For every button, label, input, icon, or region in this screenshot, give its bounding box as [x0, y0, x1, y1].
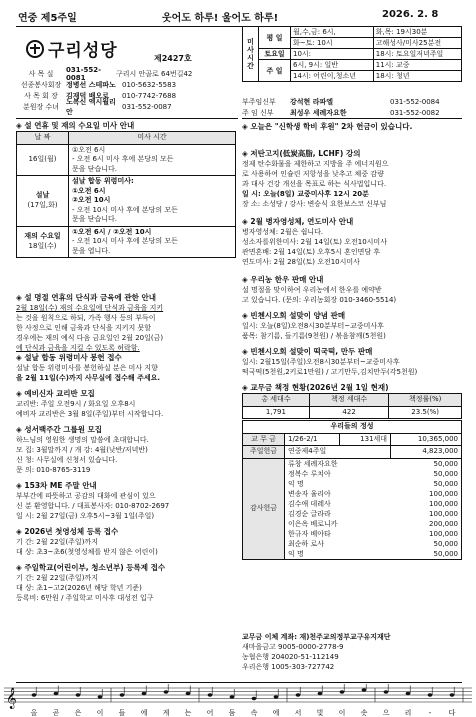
- sunday-school-notice: ◈ 주일학교(어린이부, 청소년부) 등록제 접수 기 간: 2월 22일(주일)까지 대 상: 초1~고2(2026년 해당 학년 기준) 등록비: 6만원 / 주일학교 미사후 대성전 입구: [16, 563, 166, 602]
- dues-status-table: 총 세대수 책정 세대수 책정률(%) 1,791 422 23.5(%): [242, 393, 462, 419]
- list-item: [285, 519, 461, 529]
- lchf-lecture-notice: ◈ 저탄고지(低炭高脂, LCHF) 강의 정제 탄수화물을 제한하고 지방을 주 에너지원으 로 사용하여 인슐린 저항성을 낮추고 체중 감량 과 대사 건강 개선을 목표로 하는 식사법입니다. 일 시: 오늘(8일) 교중미사후 12시 20분 장 소: 소성당 / 강사: 변승식 요한보스코 신부님: [242, 149, 389, 208]
- table-row: 화~토: 10시 고해성사/미사25분전: [243, 38, 462, 49]
- offerings-section: [242, 420, 462, 560]
- list-item: [285, 499, 461, 509]
- holiday-mass-section: [16, 120, 238, 258]
- donation-amount: 50,000: [433, 469, 458, 478]
- note-head: [406, 692, 411, 695]
- table-row: 재의 수요일 18일(수) ①오전 6시 / ②오전 10시 - 오전 10시 미사 후에 본당의 모든 문을 엽니다.: [17, 226, 236, 258]
- table-row: 14시: 어린이,청소년 18시: 청년: [243, 71, 462, 82]
- note-head: [230, 695, 235, 698]
- lyric-syllable: 는: [184, 709, 192, 717]
- donor-name: 최순하 로사: [288, 539, 325, 548]
- donation-amount: 100,000: [429, 529, 458, 538]
- note-head: [98, 695, 103, 698]
- staff-row: 선종봉사회장 정병선 스테파노 010-5632-5583: [20, 80, 177, 89]
- issue-number: 제2427호: [154, 54, 192, 63]
- table-row: 토요일 10시: 18시: 토요일저녁주일: [243, 49, 462, 60]
- donor-name: 한규자 베아타: [288, 529, 331, 538]
- table-row: 주일헌금 연중제4주일 4,823,000: [243, 446, 462, 459]
- note-head: [384, 690, 389, 693]
- donor-name: 정복수 루치아: [288, 469, 331, 478]
- list-item: [285, 509, 461, 519]
- lyric-syllable: 솟: [360, 709, 368, 717]
- priest-directory: 부주임신부 강석현 라파엘 031-552-0084 주 임 신부 최성우 세례자요한 031-552-0082: [242, 97, 440, 117]
- note-head: [450, 693, 455, 696]
- donation-amount: 100,000: [429, 499, 458, 508]
- catechumen-notice: ◈ 예비신자 교리반 모집 교리반: 주일 오전9시 / 화요일 오후8시 예비자 교리반은 3월 8일(주일)부터 시작합니다.: [16, 389, 164, 418]
- cross-emblem-icon: [26, 40, 44, 58]
- thanks-offering-list: [285, 459, 461, 559]
- note-head: [296, 693, 301, 696]
- donation-amount: 50,000: [433, 549, 458, 558]
- list-item: [285, 549, 461, 559]
- beef-sale-notice: ◈ 우리농 한우 판매 안내 설 명절을 맞이하여 우리농에서 한우를 예약받 고 있습니다. (문의: 우리농회장 010-3460-5514): [242, 275, 397, 304]
- section-title: ◈ 설 연휴 및 재의 수요일 미사 안내: [16, 121, 135, 130]
- table-row: 설날 (17일,화) 설날 합동 위령미사: ①오전 6시 ②오전 10시 - 오전 10시 미사 후에 본당의 모든 문을 닫습니다.: [17, 176, 236, 227]
- left-column: [16, 26, 238, 686]
- donor-name: 이은옥 베로니카: [288, 519, 338, 528]
- fasting-notice: ◈ 설 명절 연휴의 단식과 금육에 관한 안내 2월 18일(수) 재의 수요일에 단식과 금육을 지키 는 것을 원칙으로 하되, 가족 행사 등의 부득이 한 사정으로 인해 금육과 단식을 지키지 못할 경우에는 재의 예식 다음 금요일인 2월 20일(금) 에 단식과 금육을 지킬 수 있도록 허락함.: [16, 293, 164, 352]
- lyric-syllable: 어: [206, 709, 214, 717]
- note-head: [164, 690, 169, 693]
- note-head: [362, 688, 367, 691]
- donation-amount: 50,000: [433, 459, 458, 468]
- sick-communion-notice: ◈ 2월 병자영성체, 연도미사 안내 병자영성체: 2월은 쉽니다. 성소자를위한미사: 2월 14일(토) 오전10시미사 관면혼배: 2월 14일(토) 오후5시 혼인면담 후 연도미사: 2월 28일(토) 오전10시미사: [242, 217, 387, 266]
- donor-name: 김수애 데레사: [288, 499, 331, 508]
- offerings-table: [242, 420, 462, 560]
- staff-row: 사 목 회 장 김재덕 배오로 010-7742-7688: [24, 91, 177, 100]
- lyric-syllable: 들: [118, 709, 126, 717]
- lyric-syllable: 빛: [316, 709, 324, 717]
- table-row: 주 일 6시, 9시: 일반 11시: 교중: [243, 60, 462, 71]
- note-head: [32, 693, 37, 696]
- parish-name: 구리성당: [48, 41, 118, 61]
- lyric-syllable: -: [428, 709, 432, 717]
- lyric-syllable: 에: [272, 709, 280, 717]
- second-collection-notice: ◈ 오늘은 "신학생 학비 후원" 2차 헌금이 있습니다.: [242, 122, 413, 131]
- table-row: 교 무 금 1/26-2/1 131세대 10,365,000: [243, 433, 462, 446]
- lyric-syllable: 이: [338, 709, 346, 717]
- note-head: [54, 692, 59, 695]
- lyric-syllable: 올: [30, 709, 38, 717]
- note-head: [186, 692, 191, 695]
- note-head: [340, 690, 345, 693]
- staff-directory: [16, 65, 238, 116]
- seasoning-sale-notice: ◈ 빈첸시오회 설맞이 양념 판매 일시: 오늘(8일)오전8시30분부터~교중미사후 품목: 참기름, 들기름(9천원) / 볶음참깨(5천원): [242, 311, 386, 340]
- list-item: [285, 489, 461, 499]
- mass-schedule-label: 미사시간: [243, 27, 259, 82]
- lyric-syllable: 곧: [52, 709, 60, 717]
- note-head: [76, 693, 81, 696]
- donation-amount: 100,000: [429, 509, 458, 518]
- lyric-syllable: 으: [382, 709, 390, 717]
- donor-name: 변송자 율리아: [288, 489, 331, 498]
- lyric-syllable: 에: [140, 709, 148, 717]
- divider: [16, 118, 238, 119]
- note-head: [252, 697, 257, 700]
- list-item: [285, 479, 461, 489]
- divider: [242, 118, 462, 119]
- donor-name: 류창 세례자요한: [288, 459, 338, 468]
- donation-amount: 200,000: [429, 519, 458, 528]
- first-communion-notice: ◈ 2026년 첫영성체 등록 접수 기 간: 2월 22일(주일)까지 대 상: 초3~초6(첫영성체를 받지 않은 어린이): [16, 527, 158, 556]
- note-head: [274, 695, 279, 698]
- note-head: [120, 693, 125, 696]
- donation-amount: 50,000: [433, 479, 458, 488]
- list-item: [285, 459, 461, 469]
- donor-name: 익 명: [288, 549, 304, 558]
- lyric-syllable: 다: [448, 709, 456, 717]
- table-row: 16일(월) ①오전 6시 - 오전 6시 미사 후에 본당의 모든 문을 닫습니다.: [17, 144, 236, 176]
- note-head: [142, 692, 147, 695]
- list-item: [285, 529, 461, 539]
- bible-group-notice: ◈ 성서백주간 그룹원 모집 하느님의 영원한 생명의 말씀에 초대합니다. 모 집: 3월말까지 / 개 강: 4월(낮반/저녁반) 신 청: 사무실에 신청서 있습니다. 문 의: 010-8765-3119: [16, 425, 149, 474]
- lyric-syllable: 이: [96, 709, 104, 717]
- mass-schedule-table: [242, 26, 462, 82]
- table-row: 미사시간 평 일 월,수,금: 6시, 화,목: 19시30분: [243, 27, 462, 38]
- donation-amount: 100,000: [429, 489, 458, 498]
- note-head: [428, 693, 433, 696]
- table-row: 감사헌금 류창 세례자요한 50,000 정복수 루치아 50,000 익 명 50,000 변송자 율리아 100,000 김수애 데레사 100,000 김경순 글라라 100,000 이은옥 베로니카 200,000 한규자 베아타 100,000 최순하 로사 50,000 익 명 50,000: [243, 458, 462, 559]
- dues-status: ◈ 교무금 책정 현황(2026년 2월 1일 현재) 총 세대수 책정 세대수 책정률(%) 1,791 422 23.5(%): [242, 382, 462, 419]
- lyric-syllable: 은: [74, 709, 82, 717]
- slogan: 웃어도 하루! 울어도 하루!: [162, 13, 279, 24]
- donor-name: 익 명: [288, 479, 304, 488]
- lyric-syllable: 리: [404, 709, 412, 717]
- music-staff: [4, 684, 472, 717]
- liturgical-day: 연중 제5주일: [18, 13, 77, 24]
- staff-row: 사 목 실 031-552-0081 구리시 안골로 64번길42: [28, 65, 193, 82]
- table-row: 1,791 422 23.5(%): [243, 406, 462, 419]
- top-banner: [0, 0, 476, 26]
- bottom-divider: [16, 682, 462, 683]
- list-item: [285, 469, 461, 479]
- rice-cake-sale-notice: ◈ 빈첸시오회 설맞이 떡국떡, 만두 판매 일시: 2월15일(주일)오전8시30분부터~교중미사후 떡국떡(5천원,2키로1만원) / 고기만두,김치만두(각5천원): [242, 347, 418, 376]
- right-column: [242, 26, 462, 686]
- donor-name: 김경순 글라라: [288, 509, 331, 518]
- lyric-syllable: 속: [250, 709, 258, 717]
- lyric-syllable: 게: [162, 709, 170, 717]
- memorial-mass-notice: ◈ 설날 합동 위령미사 봉헌 접수 설날 합동 위령미사를 봉헌하실 분은 미사 지향 을 2월 11일(수)까지 사무실에 접수해 주세요.: [16, 353, 161, 382]
- offerings-title: 우리들의 정성: [243, 421, 462, 434]
- treble-clef-icon: 𝄞: [6, 688, 17, 709]
- donation-amount: 50,000: [433, 539, 458, 548]
- lyric-syllable: 둠: [228, 709, 236, 717]
- bank-accounts: 교무금 이체 계좌: 재)천주교의정부교구유지재단 새마을금고 9005-0000-2778-9 농협은행 204020-51-112149 우리은행 1005-303-727742: [242, 633, 391, 671]
- note-head: [318, 692, 323, 695]
- bulletin-date: 2026. 2. 8: [382, 9, 439, 20]
- holiday-mass-table: 날 짜 미사 시간 16일(월) ①오전 6시 - 오전 6시 미사 후에 본당의 모든 문을 닫습니다. 설날 (17일,화) 설날 합동 위령미사: ①오전 6시 ②오전 10시 - 오전 10시 미사 후에 본당의 모든 문을 닫습니다. 재의 수요일 18일(수) ①오전 6시 / ②오전 10시 - 오전 10시 미사 후에 본당의 모든 문을 엽니다.: [16, 131, 236, 258]
- list-item: [285, 539, 461, 549]
- lyric-syllable: 서: [294, 709, 302, 717]
- note-head: [208, 693, 213, 696]
- staff-row: 분원장 수녀 노복신 엑시월리안 031-552-0087: [22, 97, 172, 116]
- me-weekend-notice: ◈ 153차 ME 주말 안내 부부간에 따뜻하고 공감의 대화에 관심이 있으 신 분 환영합니다. / 대표봉사자: 010-8702-2697 일 시: 2월 27일(금) 오후5시~3월 1일(주일): [16, 481, 170, 520]
- parish-logo: [26, 36, 118, 61]
